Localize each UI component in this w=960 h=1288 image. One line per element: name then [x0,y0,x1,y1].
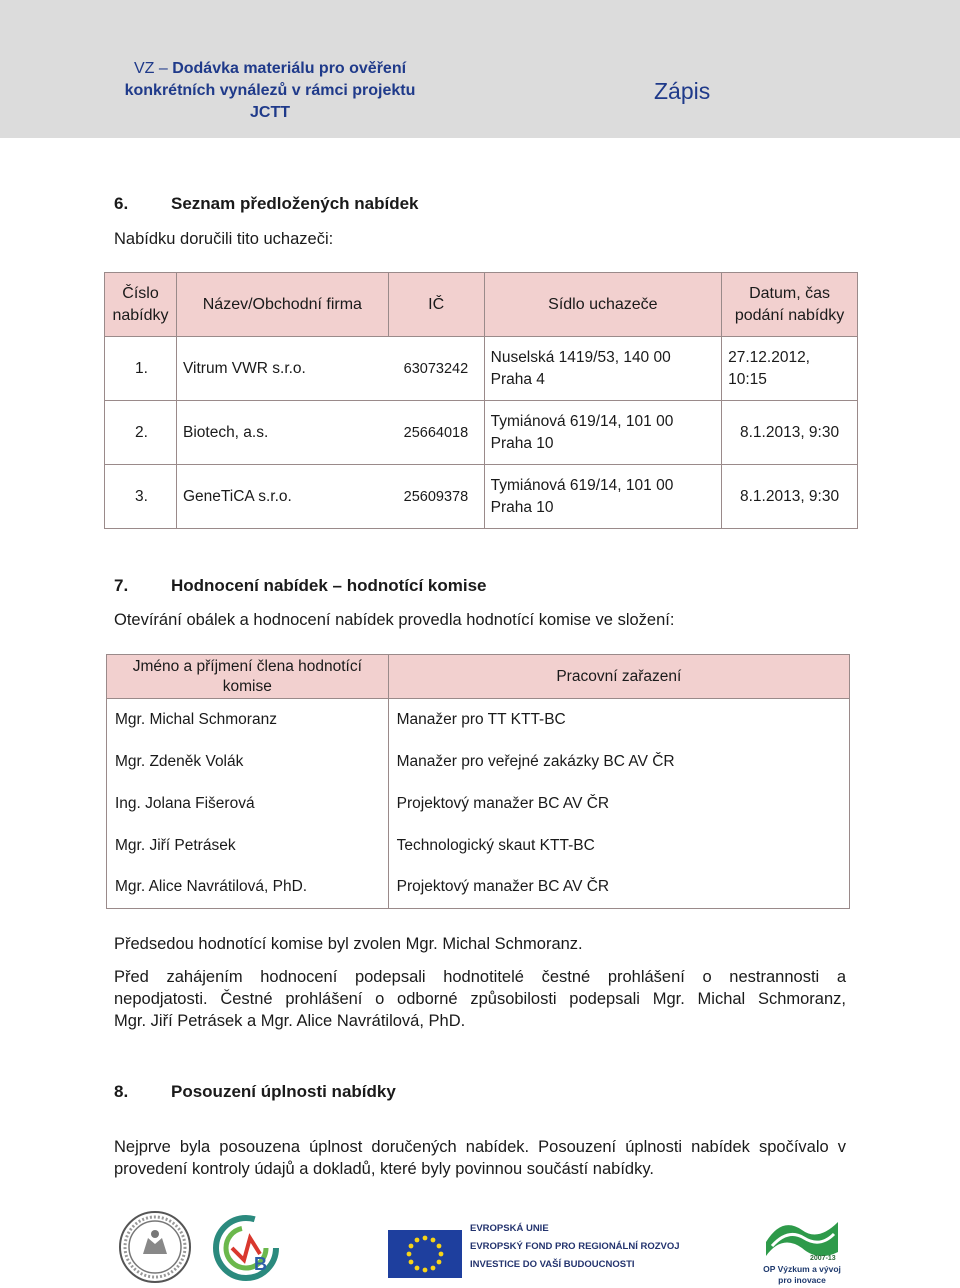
header-project-title [100,58,440,124]
declaration-line1: Před zahájením hodnocení podepsali hodnotitelé čestné prohlášení o nestrannosti a [114,968,846,986]
eu-text-line2: EVROPSKÝ FOND PRO REGIONÁLNÍ ROZVOJ [470,1241,680,1252]
header-document-type: Zápis [654,78,711,104]
company-ic: 25609378 [388,465,484,529]
company-ic: 25664018 [388,401,484,465]
section8-line1: Nejprve byla posouzena úplnost doručených nabídek. Posouzení úplnosti nabídek spočívalo v [114,1138,846,1156]
eu-flag-icon [388,1230,462,1278]
section6-number: 6. [114,194,129,213]
company-name: GeneTiCA s.r.o. [176,465,388,529]
section7-number: 7. [114,576,129,595]
member-role: Projektový manažer BC AV ČR [388,783,849,825]
op-text-line2: pro inovace [778,1275,826,1285]
section8-line2: provedení kontroly údajů a dokladů, které byly povinnou součástí nabídky. [114,1160,654,1178]
document-header [0,0,960,138]
offer-number: 1. [105,337,177,401]
company-name: Biotech, a.s. [176,401,388,465]
member-name: Mgr. Zdeněk Volák [107,741,389,783]
section6-title: Seznam předložených nabídek [171,194,419,213]
table-row [107,741,850,783]
header-line2: konkrétních vynálezů v rámci projektu [124,82,416,99]
biocev-logo [206,1208,286,1288]
member-role: Manažer pro veřejné zakázky BC AV ČR [388,741,849,783]
header-job-position: Pracovní zařazení [388,655,849,699]
offer-number: 2. [105,401,177,465]
company-seat: Nuselská 1419/53, 140 00 Praha 4 [484,337,721,401]
member-name: Mgr. Michal Schmoranz [107,699,389,741]
committee-table-header [107,655,850,699]
section6-heading [114,194,419,214]
offer-date: 8.1.2013, 9:30 [722,401,858,465]
header-date: Datum, čas podání nabídky [722,273,858,337]
offers-table-header [105,273,858,337]
member-role: Projektový manažer BC AV ČR [388,867,849,909]
op-text-line1: OP Výzkum a vývoj [763,1264,841,1274]
offer-number: 3. [105,465,177,529]
company-name: Vitrum VWR s.r.o. [176,337,388,401]
table-row [105,465,858,529]
section8-number: 8. [114,1082,129,1101]
header-line1: Dodávka materiálu pro ověření [172,60,407,77]
op-years-text: 2007-13 [810,1255,836,1262]
header-prefix: VZ – [133,60,173,77]
member-role: Technologický skaut KTT-BC [388,825,849,867]
header-offer-number: Číslo nabídky [105,273,177,337]
table-row [107,825,850,867]
section8-title: Posouzení úplnosti nabídky [171,1082,396,1101]
offer-date: 8.1.2013, 9:30 [722,465,858,529]
header-member-name: Jméno a příjmení člena hodnotící komise [107,655,389,699]
offer-date: 27.12.2012, 10:15 [722,337,858,401]
declaration-line2: nepodjatosti. Čestné prohlášení o odborné způsobilosti podepsali Mgr. Michal Schmoranz, [114,990,846,1008]
header-line3: JCTT [250,104,290,121]
academy-seal-logo [118,1210,192,1284]
company-ic: 63073242 [388,337,484,401]
company-seat: Tymiánová 619/14, 101 00 Praha 10 [484,465,721,529]
table-row [107,867,850,909]
company-seat: Tymiánová 619/14, 101 00 Praha 10 [484,401,721,465]
member-name: Mgr. Alice Navrátilová, PhD. [107,867,389,909]
declaration-paragraph [114,966,846,1032]
table-row [105,401,858,465]
table-row [107,783,850,825]
table-row [105,337,858,401]
section7-title: Hodnocení nabídek – hodnotící komise [171,576,487,595]
chair-statement: Předsedou hodnotící komise byl zvolen Mgr. Michal Schmoranz. [114,935,583,953]
member-name: Ing. Jolana Fišerová [107,783,389,825]
member-name: Mgr. Jiří Petrásek [107,825,389,867]
eu-text-line1: EVROPSKÁ UNIE [470,1223,549,1234]
member-role: Manažer pro TT KTT-BC [388,699,849,741]
declaration-line3: Mgr. Jiří Petrásek a Mgr. Alice Navrátilová, PhD. [114,1012,466,1030]
svg-text:B: B [254,1254,267,1274]
section6-intro: Nabídku doručili tito uchazeči: [114,230,334,248]
footer-logos [0,1200,960,1288]
section8-heading [114,1082,396,1102]
eu-text-line3: INVESTICE DO VAŠÍ BUDOUCNOSTI [470,1259,635,1270]
eu-fund-text [470,1220,680,1274]
committee-table [106,654,850,909]
table-row [107,699,850,741]
op-program-text [758,1264,846,1286]
section7-heading [114,576,487,596]
header-company-name: Název/Obchodní firma [176,273,388,337]
section8-paragraph [114,1136,846,1180]
offers-table [104,272,858,529]
header-seat: Sídlo uchazeče [484,273,721,337]
header-ic: IČ [388,273,484,337]
section7-intro: Otevírání obálek a hodnocení nabídek provedla hodnotící komise ve složení: [114,611,675,629]
op-vavpi-logo [762,1212,842,1262]
